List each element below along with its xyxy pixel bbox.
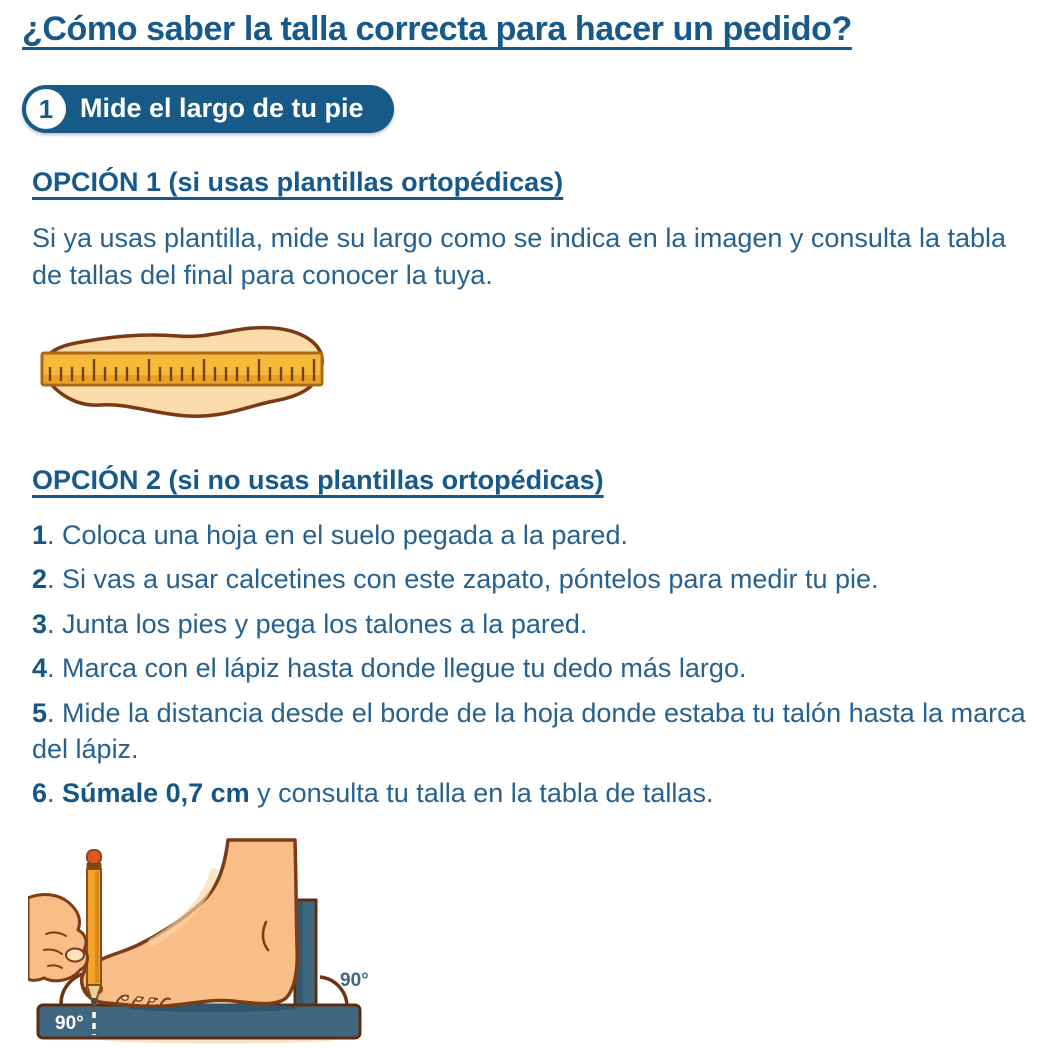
foot-measurement-illustration xyxy=(28,838,408,1044)
angle-label-right: 90° xyxy=(340,969,369,991)
option-1-body: Si ya usas plantilla, mide su largo como se indica en la imagen y consulta la tabla de tallas del final para conocer la tuya. xyxy=(32,223,1007,291)
hand xyxy=(28,894,87,980)
insole-ruler-illustration xyxy=(28,313,340,431)
measurement-steps-list xyxy=(32,518,1028,812)
angle-label-left: 90° xyxy=(55,1012,84,1034)
pencil-icon xyxy=(87,850,102,1008)
step-number-circle: 1 xyxy=(26,89,66,129)
step-badge-label: Mide el largo de tu pie xyxy=(80,92,364,123)
page-title: ¿Cómo saber la talla correcta para hacer un pedido? xyxy=(22,10,852,48)
foot xyxy=(82,840,298,1006)
option-1-heading: OPCIÓN 1 (si usas plantillas ortopédicas) xyxy=(32,167,564,197)
list-item: 4. Marca con el lápiz hasta donde llegue tu dedo más largo. xyxy=(32,653,747,684)
list-item: 2. Si vas a usar calcetines con este zapato, póntelos para medir tu pie. xyxy=(32,564,879,595)
step-1-badge xyxy=(22,85,394,133)
list-item: 3. Junta los pies y pega los talones a la pared. xyxy=(32,608,588,639)
option-2-heading: OPCIÓN 2 (si no usas plantillas ortopédicas) xyxy=(32,464,604,495)
list-item: 5. Mide la distancia desde el borde de la hoja donde estaba tu talón hasta la marca del lápiz. xyxy=(32,698,1026,764)
list-item: 6. Súmale 0,7 cm y consulta tu talla en la tabla de tallas. xyxy=(32,778,714,809)
list-item: 1. Coloca una hoja en el suelo pegada a la pared. xyxy=(32,519,628,550)
